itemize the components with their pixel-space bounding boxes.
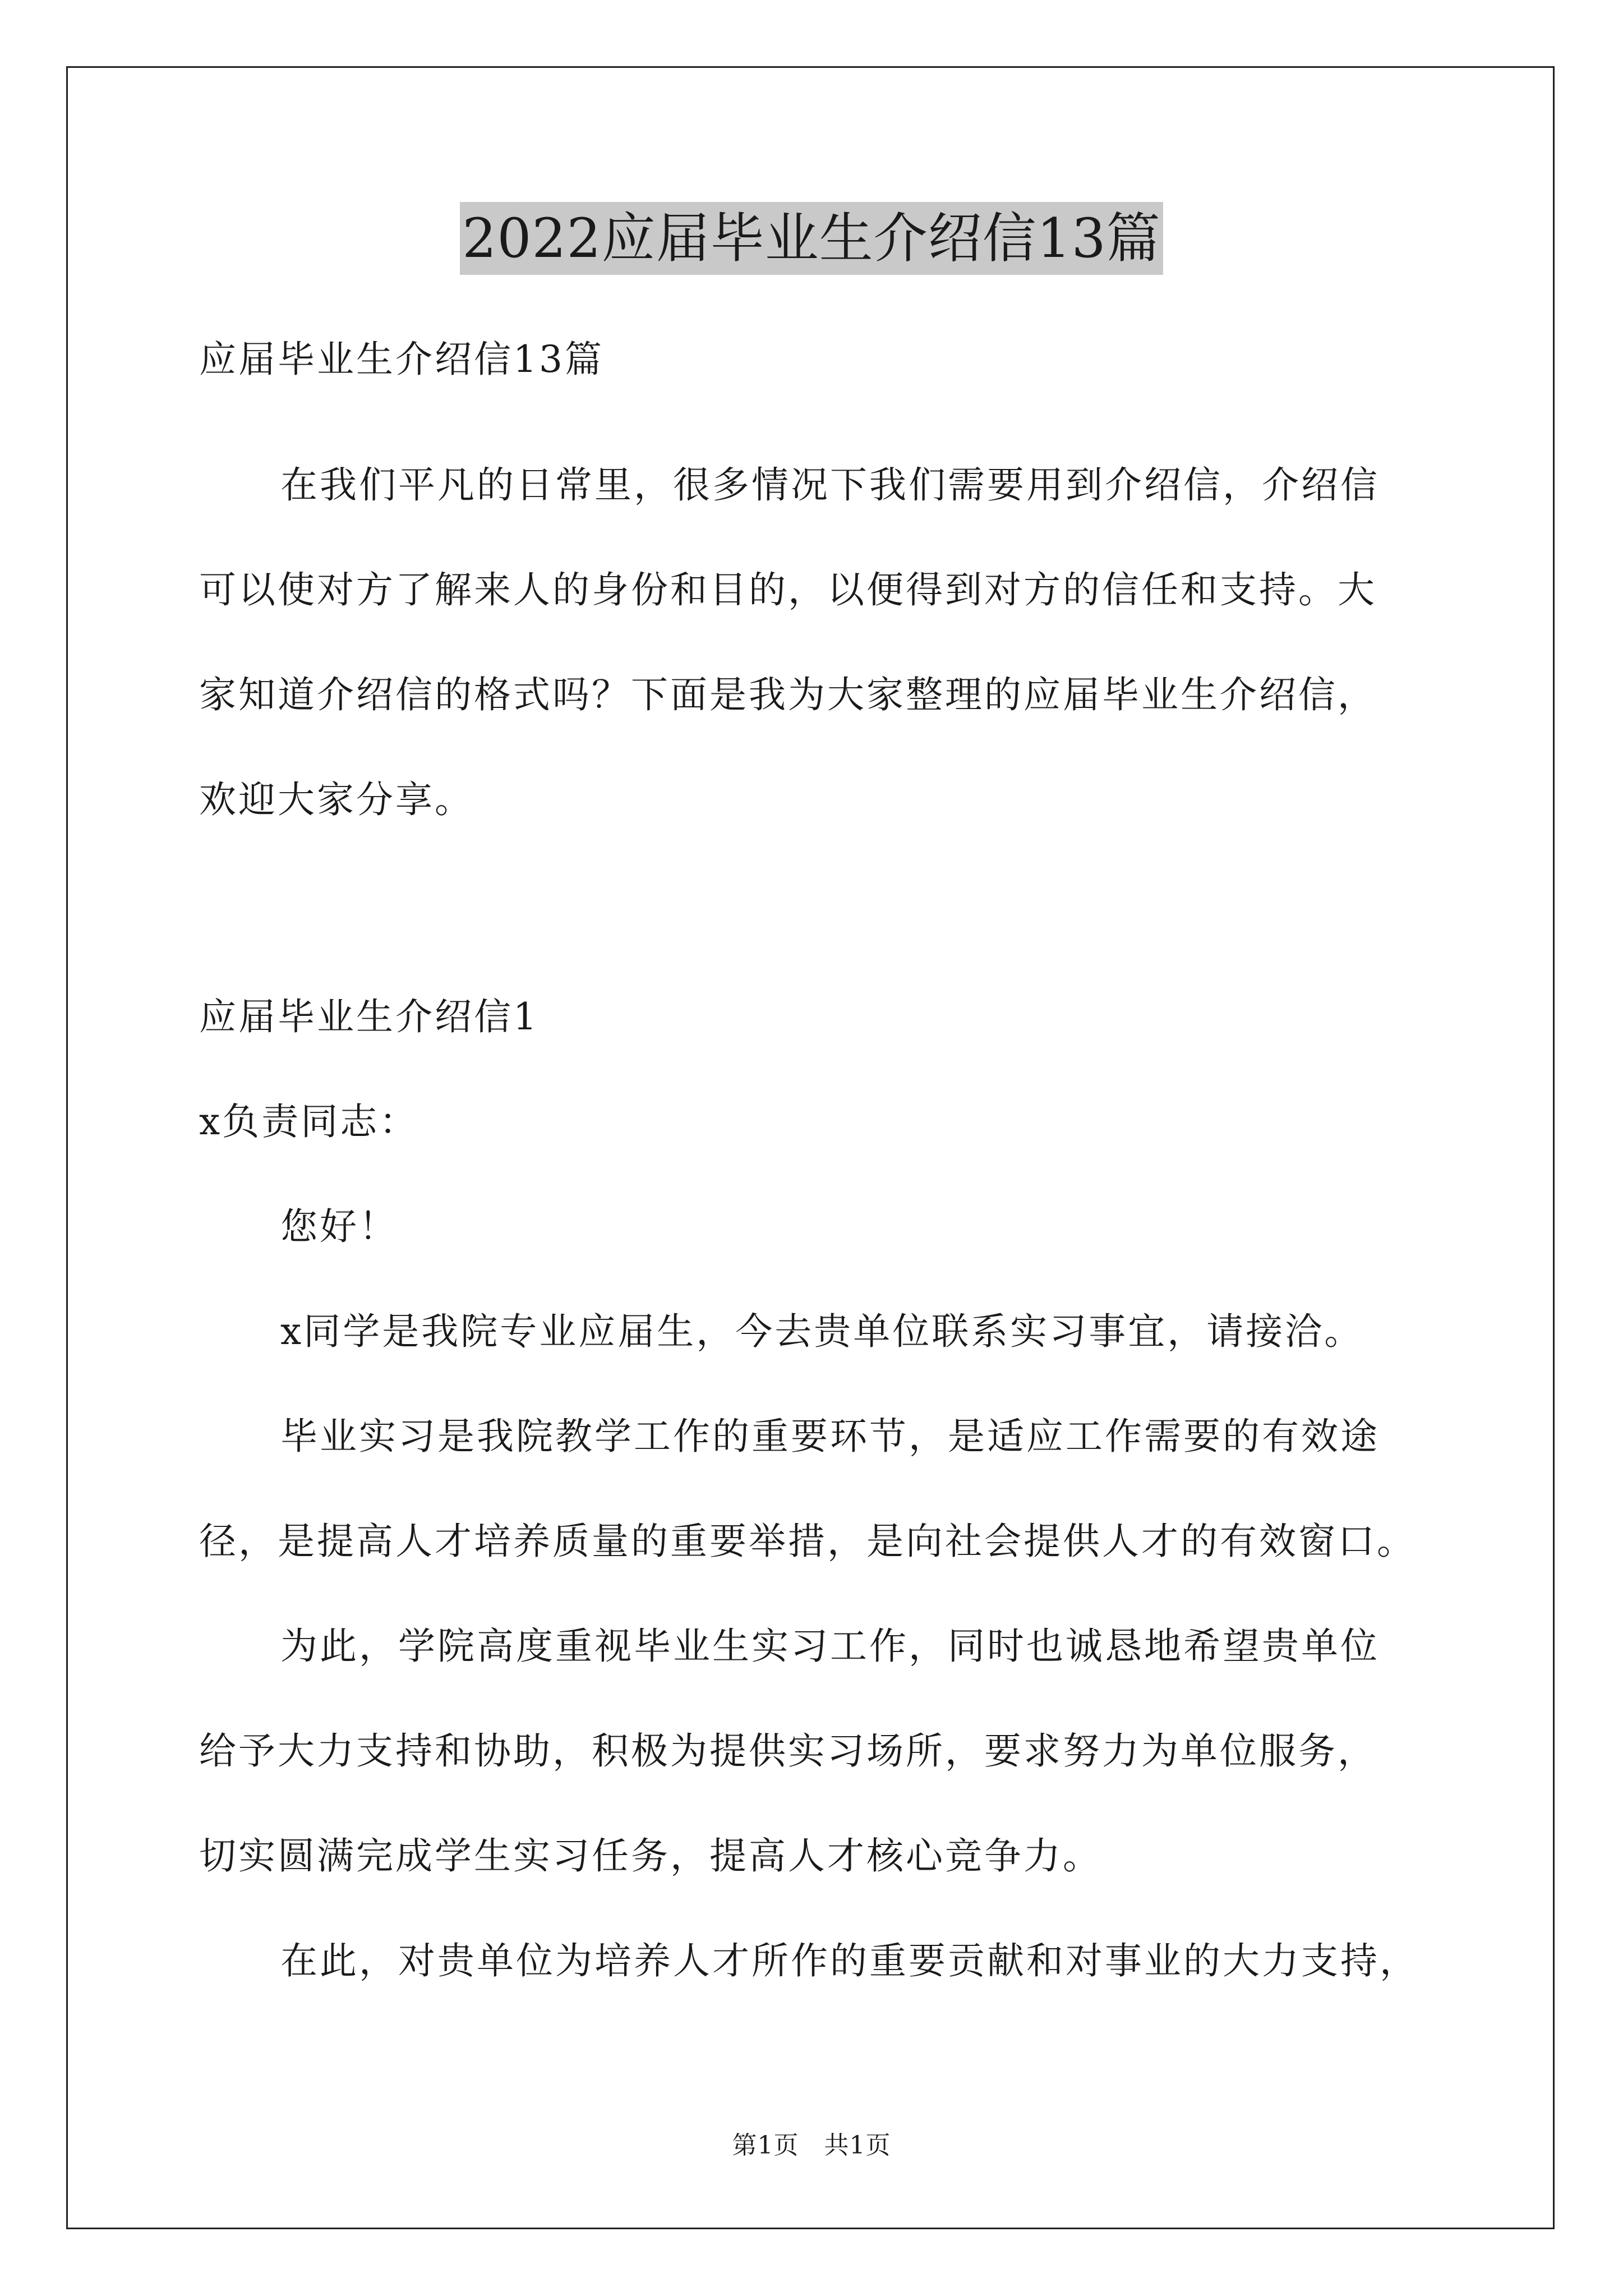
subtitle-line: 应届毕业生介绍信13篇: [199, 338, 604, 381]
page-border: [66, 66, 1555, 2229]
section-heading: 应届毕业生介绍信1: [199, 995, 539, 1038]
intro-line-2: 可以使对方了解来人的身份和目的，以便得到对方的信任和支持。大: [199, 568, 1377, 611]
greeting-line: 您好！: [280, 1205, 398, 1248]
document-title: 2022应届毕业生介绍信13篇: [460, 202, 1163, 275]
body-line-1: x同学是我院专业应届生，今去贵单位联系实习事宜，请接洽。: [280, 1310, 1364, 1353]
intro-line-4: 欢迎大家分享。: [199, 778, 474, 821]
body-line-4: 为此，学院高度重视毕业生实习工作，同时也诚恳地希望贵单位: [280, 1625, 1380, 1668]
body-line-5: 给予大力支持和协助，积极为提供实习场所，要求努力为单位服务，: [199, 1729, 1377, 1773]
body-line-7: 在此，对贵单位为培养人才所作的重要贡献和对事业的大力支持，: [280, 1939, 1419, 1982]
page-footer: 第1页 共1页: [732, 2131, 891, 2160]
title-container: [0, 202, 1623, 275]
body-line-3: 径，是提高人才培养质量的重要举措，是向社会提供人才的有效窗口。: [199, 1520, 1416, 1563]
salutation-line: x负责同志：: [199, 1100, 419, 1143]
intro-line-3: 家知道介绍信的格式吗？下面是我为大家整理的应届毕业生介绍信，: [199, 673, 1377, 716]
body-line-2: 毕业实习是我院教学工作的重要环节，是适应工作需要的有效途: [280, 1415, 1380, 1458]
body-line-6: 切实圆满完成学生实习任务，提高人才核心竞争力。: [199, 1834, 1102, 1878]
intro-line-1: 在我们平凡的日常里，很多情况下我们需要用到介绍信，介绍信: [280, 463, 1380, 507]
